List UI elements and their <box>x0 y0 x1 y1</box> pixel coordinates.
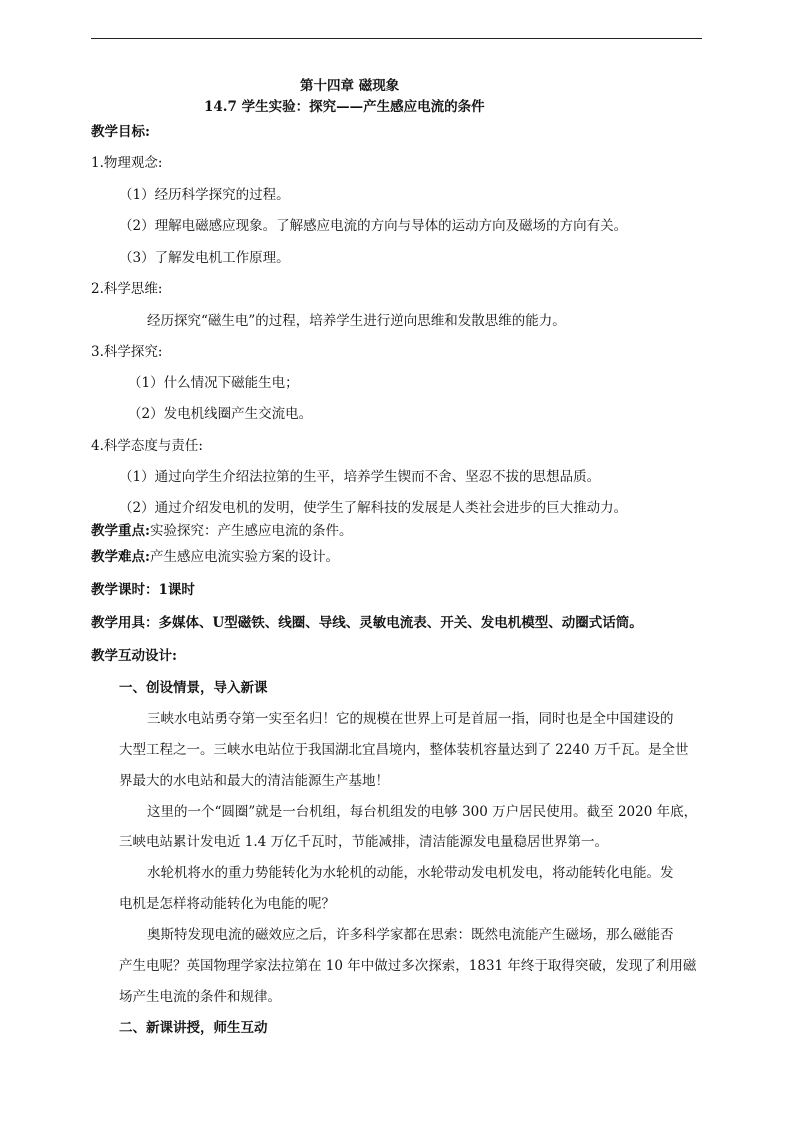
obj3-item: （2）发电机线圈产生交流电。 <box>128 406 313 422</box>
interactive-design-heading: 教学互动设计: <box>91 648 177 664</box>
obj4-item: （1）通过向学生介绍法拉第的生平，培养学生锲而不舍、坚忍不拔的思想品质。 <box>119 469 601 485</box>
obj1-item: （3）了解发电机工作原理。 <box>119 250 290 266</box>
obj3-item: （1）什么情况下磁能生电； <box>128 375 299 391</box>
header-rule <box>91 38 702 39</box>
chapter-title: 第十四章 磁现象 <box>300 78 400 94</box>
paragraph-line: 三峡电站累计发电近 1.4 万亿千瓦时，节能减排，清洁能源发电量稳居世界第一。 <box>119 834 609 850</box>
part1-heading: 一、创设情景，导入新课 <box>119 680 268 696</box>
paragraph-line: 这里的一个“圆圈”就是一台机组，每台机组发的电够 300 万户居民使用。截至 2020 年底， <box>147 804 698 820</box>
paragraph-line: 三峡水电站勇夺第一实至名归！它的规模在世界上可是首屈一指，同时也是全中国建设的 <box>147 711 674 727</box>
key-point-text: 实验探究：产生感应电流的条件。 <box>149 523 353 539</box>
obj3-heading: 3.科学探究: <box>91 344 163 360</box>
paragraph-line: 产生电呢？英国物理学家法拉第在 10 年中做过多次探索，1831 年终于取得突破，发现了利用磁 <box>119 958 697 974</box>
obj1-item: （1）经历科学探究的过程。 <box>119 187 290 203</box>
key-point-label: 教学重点: <box>91 523 150 539</box>
difficulty <box>91 551 339 565</box>
part2-heading: 二、新课讲授，师生互动 <box>119 1020 268 1036</box>
key-point <box>91 525 352 539</box>
teaching-tools: 教学用具：多媒体、U型磁铁、线圈、导线、灵敏电流表、开关、发电机模型、动圈式话筒。 <box>91 615 643 631</box>
obj1-heading: 1.物理观念: <box>91 155 163 171</box>
difficulty-label: 教学难点: <box>91 549 150 565</box>
section-title: 14.7 学生实验：探究——产生感应电流的条件 <box>204 99 485 115</box>
paragraph-line: 奥斯特发现电流的磁效应之后，许多科学家都在思索：既然电流能产生磁场，那么磁能否 <box>147 927 674 943</box>
obj2-text: 经历探究“磁生电”的过程，培养学生进行逆向思维和发散思维的能力。 <box>147 313 566 329</box>
paragraph-line: 大型工程之一。三峡水电站位于我国湖北宜昌境内，整体装机容量达到了 2240 万千瓦。是全世 <box>119 742 689 758</box>
obj4-item: （2）通过介绍发电机的发明，使学生了解科技的发展是人类社会进步的巨大推动力。 <box>119 500 628 516</box>
paragraph-line: 场产生电流的条件和规律。 <box>119 989 281 1005</box>
paragraph-line: 界最大的水电站和最大的清洁能源生产基地！ <box>119 773 389 789</box>
obj2-heading: 2.科学思维: <box>91 281 163 297</box>
paragraph-line: 电机是怎样将动能转化为电能的呢？ <box>119 896 335 912</box>
obj1-item: （2）理解电磁感应现象。了解感应电流的方向与导体的运动方向及磁场的方向有关。 <box>119 218 628 234</box>
paragraph-line: 水轮机将水的重力势能转化为水轮机的动能，水轮带动发电机发电，将动能转化电能。发 <box>147 865 674 881</box>
obj4-heading: 4.科学态度与责任: <box>91 438 203 454</box>
class-hours: 教学课时：1课时 <box>91 582 195 598</box>
difficulty-text: 产生感应电流实验方案的设计。 <box>149 549 339 565</box>
objectives-heading: 教学目标: <box>91 124 150 140</box>
